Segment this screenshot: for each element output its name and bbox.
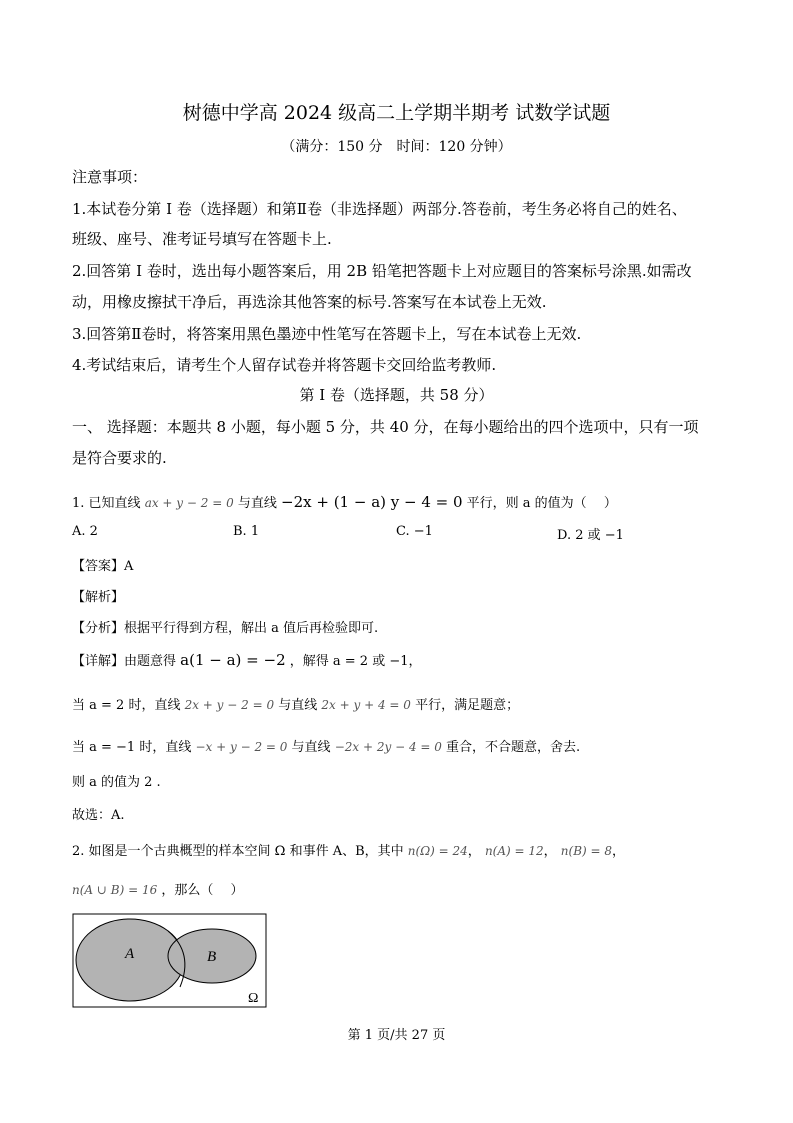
- q1-case-2-prefix: 当 a = −1 时，直线: [72, 740, 192, 755]
- q1-detail: [72, 650, 422, 669]
- section-heading: 第 I 卷（选择题，共 58 分）: [299, 386, 494, 404]
- q1-case-2-result: 重合，不合题意，舍去.: [446, 740, 581, 755]
- note-2-line-2: 动，用橡皮擦拭干净后，再选涂其他答案的标号.答案写在本试卷上无效.: [72, 293, 547, 311]
- page-footer: 第 1 页/共 27 页: [347, 1028, 446, 1043]
- q2-n-union: n(A ∪ B) = 16: [72, 883, 158, 897]
- q1-case-1-equation-2: 2x + y + 4 = 0: [321, 698, 411, 712]
- q1-analysis-tag: 【解析】: [72, 590, 125, 605]
- note-2-line-1: 2.回答第 I 卷时，选出每小题答案后，用 2B 铅笔把答题卡上对应题目的答案标号涂黑.如需改: [72, 262, 692, 280]
- q1-conclusion: 则 a 的值为 2 .: [72, 775, 161, 790]
- venn-diagram: [72, 913, 268, 1009]
- q1-case-2: [72, 736, 580, 755]
- question-1-stem: [72, 492, 617, 511]
- note-1-line-2: 班级、座号、准考证号填写在答题卡上.: [72, 230, 332, 248]
- q1-detail-result: ，解得 a = 2 或 −1，: [289, 654, 422, 669]
- q2-n-b: n(B) = 8: [560, 844, 613, 858]
- note-1-line-1: 1.本试卷分第 I 卷（选择题）和第Ⅱ卷（非选择题）两部分.答卷前，考生务必将自己的姓名、: [72, 200, 687, 218]
- q1-case-2-equation-2: −2x + 2y − 4 = 0: [334, 740, 442, 754]
- event-b-label: B: [207, 949, 217, 965]
- q2-prefix: 2. 如图是一个古典概型的样本空间 Ω 和事件 A、B，其中: [72, 844, 404, 859]
- q1-option-b: B. 1: [233, 524, 260, 539]
- q1-case-1-result: 平行，满足题意；: [415, 698, 520, 713]
- note-4: 4.考试结束后，请考生个人留存试卷并将答题卡交回给监考教师.: [72, 356, 497, 374]
- omega-label: Ω: [248, 991, 259, 1006]
- q1-choice: 故选：A.: [72, 808, 125, 823]
- q1-answer: 【答案】A: [72, 559, 134, 574]
- notes-heading: 注意事项：: [72, 168, 148, 186]
- q1-case-2-equation-1: −x + y − 2 = 0: [195, 740, 288, 754]
- q1-detail-prefix: 【详解】由题意得: [72, 654, 177, 669]
- q1-option-d: D. 2 或 −1: [557, 528, 624, 543]
- q1-detail-equation: a(1 − a) = −2: [180, 651, 286, 669]
- q1-case-1-equation-1: 2x + y − 2 = 0: [184, 698, 275, 712]
- q1-analysis: 【分析】根据平行得到方程，解出 a 值后再检验即可.: [72, 621, 379, 636]
- page-title: 树德中学高 2024 级高二上学期半期考 试数学试题: [182, 102, 611, 124]
- question-2-stem-line-1: 2. 如图是一个古典概型的样本空间 Ω 和事件 A、B，其中 n(Ω) = 24， n(A) = 12， n(B) = 8，: [72, 844, 626, 859]
- q2-n-a: n(A) = 12: [484, 844, 544, 858]
- question-2-stem-line-2: [72, 879, 244, 898]
- q1-case-1: [72, 694, 519, 713]
- q2-question: ，那么（ ）: [161, 883, 244, 898]
- q2-n-omega: n(Ω) = 24: [407, 844, 468, 858]
- q1-connector: 与直线: [237, 496, 277, 511]
- q1-option-a: A. 2: [72, 524, 98, 539]
- section-instruction-line-1: 一、 选择题：本题共 8 小题，每小题 5 分，共 40 分，在每小题给出的四个选项中，只有一项: [72, 418, 699, 436]
- section-instruction-line-2: 是符合要求的.: [72, 449, 167, 467]
- q1-line-equation-2: −2x + (1 − a) y − 4 = 0: [281, 493, 463, 511]
- q1-prefix: 1. 已知直线: [72, 496, 141, 511]
- q1-case-2-connector: 与直线: [291, 740, 331, 755]
- q1-question: 平行，则 a 的值为（ ）: [466, 496, 617, 511]
- q1-case-1-prefix: 当 a = 2 时，直线: [72, 698, 181, 713]
- note-3: 3.回答第Ⅱ卷时，将答案用黑色墨迹中性笔写在答题卡上，写在本试卷上无效.: [72, 325, 582, 343]
- event-a-label: A: [125, 946, 135, 962]
- q1-case-1-connector: 与直线: [278, 698, 318, 713]
- q1-option-c: C. −1: [396, 524, 433, 539]
- q1-line-equation-1: ax + y − 2 = 0: [144, 496, 234, 510]
- exam-subtitle: （满分：150 分 时间：120 分钟）: [281, 139, 512, 155]
